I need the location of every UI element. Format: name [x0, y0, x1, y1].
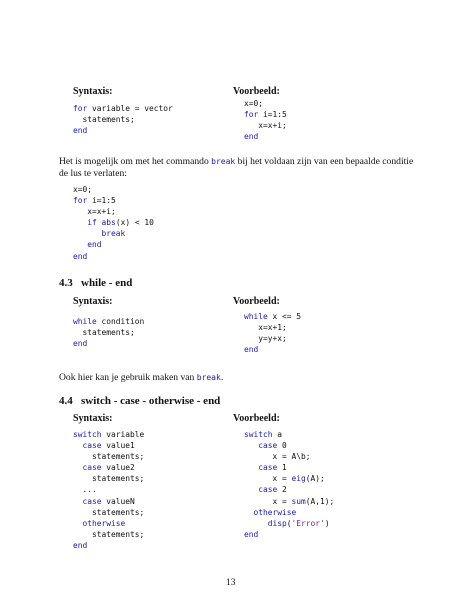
- inline-keyword: break: [211, 157, 236, 166]
- code-keyword: case: [82, 496, 102, 506]
- section-heading: [59, 395, 220, 407]
- code-token: condition: [96, 317, 145, 326]
- code-keyword: case: [82, 463, 102, 473]
- code-block-switch-example: [244, 429, 334, 540]
- code-keyword: case: [258, 485, 278, 495]
- code-keyword: end: [244, 345, 259, 355]
- code-function: eig: [291, 474, 306, 484]
- code-line: [244, 451, 334, 462]
- code-token: [73, 441, 83, 450]
- code-token: statements;: [73, 474, 145, 484]
- code-token: statements;: [73, 507, 145, 517]
- example-label: Voorbeeld:: [233, 296, 280, 307]
- code-keyword: if: [87, 218, 97, 228]
- code-token: [73, 240, 87, 249]
- code-token: y=y+x;: [244, 334, 287, 344]
- code-keyword: switch: [244, 430, 273, 439]
- code-keyword: case: [258, 463, 278, 473]
- code-line: [244, 473, 334, 484]
- code-token: x=x+i;: [244, 121, 287, 131]
- code-function: disp: [267, 518, 287, 528]
- code-keyword: end: [73, 251, 88, 261]
- code-string: 'Error': [291, 518, 325, 528]
- syntax-label: Syntaxis:: [73, 86, 113, 97]
- code-token: (A,1);: [305, 496, 335, 506]
- code-line: [73, 496, 144, 507]
- code-token: ): [324, 518, 330, 528]
- paragraph-break: [59, 156, 419, 180]
- code-line: [73, 316, 144, 327]
- paragraph-text: Ook hier kan je gebruik maken van: [59, 372, 197, 383]
- code-keyword: while: [73, 317, 97, 326]
- code-line: [244, 131, 287, 142]
- code-token: [244, 519, 268, 528]
- code-token: i=1:5: [258, 110, 287, 120]
- code-keyword: switch: [73, 430, 102, 439]
- example-label: Voorbeeld:: [233, 86, 280, 97]
- syntax-label: Syntaxis:: [73, 413, 113, 424]
- code-line: [73, 529, 144, 540]
- code-token: statements;: [73, 529, 145, 539]
- code-keyword: end: [73, 339, 88, 349]
- code-line: [73, 484, 144, 495]
- code-keyword: case: [258, 441, 278, 451]
- code-keyword: end: [244, 529, 259, 539]
- code-line: [73, 429, 144, 440]
- code-token: statements;: [73, 452, 145, 462]
- syntax-label: Syntaxis:: [73, 296, 113, 307]
- code-line: [244, 322, 301, 333]
- code-token: [73, 497, 83, 506]
- code-token: a: [272, 430, 283, 439]
- code-line: [244, 344, 301, 355]
- code-token: valueN: [101, 496, 135, 506]
- code-token: [244, 463, 258, 472]
- code-line: [73, 327, 144, 338]
- code-token: x =: [244, 496, 292, 506]
- code-token: x=x+1;: [244, 323, 287, 333]
- code-keyword: end: [73, 126, 88, 136]
- code-line: [73, 184, 154, 195]
- code-token: statements;: [73, 115, 135, 125]
- code-token: (: [286, 518, 292, 528]
- section-title: while - end: [81, 277, 133, 289]
- code-token: x=0;: [244, 99, 264, 108]
- code-keyword: for: [244, 110, 259, 120]
- code-block-for-syntax: [73, 103, 173, 136]
- code-line: [73, 206, 154, 217]
- paragraph-text: Het is mogelijk om met het commando: [59, 156, 212, 167]
- code-line: [244, 333, 301, 344]
- paragraph-text: .: [220, 372, 224, 383]
- code-token: [73, 229, 102, 238]
- page-number: 13: [226, 578, 236, 588]
- code-line: [244, 529, 334, 540]
- code-token: statements;: [73, 328, 135, 338]
- code-token: [244, 441, 258, 450]
- code-keyword: for: [73, 196, 88, 206]
- code-token: x =: [244, 474, 292, 484]
- code-function: abs: [101, 218, 116, 228]
- code-keyword: while: [244, 312, 268, 321]
- code-token: 2: [277, 485, 287, 495]
- code-line: [73, 451, 144, 462]
- code-line: [73, 507, 144, 518]
- code-line: [244, 109, 287, 120]
- code-token: variable: [101, 430, 145, 439]
- code-block-break: [73, 184, 154, 262]
- code-function: sum: [291, 496, 306, 506]
- code-token: [73, 519, 83, 528]
- code-token: 1: [277, 463, 287, 473]
- code-line: [244, 98, 287, 109]
- code-keyword: end: [73, 540, 88, 550]
- code-block-for-example: [244, 98, 287, 142]
- section-number: 4.3: [59, 277, 73, 289]
- code-token: [73, 218, 87, 227]
- code-line: [244, 120, 287, 131]
- code-line: [244, 440, 334, 451]
- code-line: [244, 311, 301, 322]
- code-block-while-syntax: [73, 316, 144, 349]
- code-keyword: break: [101, 229, 126, 239]
- code-token: value2: [101, 463, 135, 473]
- code-line: [73, 114, 173, 125]
- code-line: [244, 507, 334, 518]
- code-token: [73, 463, 83, 472]
- code-line: [73, 473, 144, 484]
- code-keyword: end: [244, 132, 259, 142]
- code-line: [73, 125, 173, 136]
- code-token: 0: [277, 441, 287, 451]
- code-token: value1: [101, 441, 135, 451]
- code-line: [73, 462, 144, 473]
- code-token: i=1:5: [87, 196, 116, 206]
- code-token: x=x+i;: [73, 207, 116, 217]
- code-keyword: otherwise: [253, 507, 297, 517]
- inline-keyword: break: [196, 373, 221, 382]
- code-line: [73, 338, 144, 349]
- section-heading: [59, 277, 132, 289]
- code-line: [73, 518, 144, 529]
- paragraph-text: bij het voldaan zijn van een bepaalde conditie: [235, 156, 414, 167]
- code-line: [73, 540, 144, 551]
- code-line: [244, 518, 334, 529]
- code-line: [244, 462, 334, 473]
- code-keyword: case: [82, 441, 102, 451]
- code-block-while-example: [244, 311, 301, 355]
- code-keyword: for: [73, 104, 88, 113]
- code-line: [244, 496, 334, 507]
- code-line: [73, 103, 173, 114]
- code-line: [73, 195, 154, 206]
- code-token: (A);: [305, 474, 325, 484]
- section-number: 4.4: [59, 395, 73, 407]
- code-token: (x) < 10: [115, 218, 154, 228]
- code-token: [244, 508, 254, 517]
- code-keyword: end: [87, 240, 102, 250]
- code-line: [73, 217, 154, 228]
- code-line: [73, 251, 154, 262]
- code-token: x = A\b;: [244, 452, 311, 462]
- code-line: [244, 429, 334, 440]
- code-keyword: otherwise: [82, 518, 126, 528]
- code-token: x=0;: [73, 185, 93, 194]
- code-token: variable = vector: [87, 104, 173, 113]
- code-token: ...: [73, 485, 97, 495]
- code-token: x <= 5: [267, 312, 302, 321]
- code-token: [244, 485, 258, 494]
- code-line: [244, 484, 334, 495]
- code-line: [73, 228, 154, 239]
- paragraph-text: de lus te verlaten:: [59, 168, 127, 179]
- section-title: switch - case - otherwise - end: [81, 395, 221, 407]
- example-label: Voorbeeld:: [233, 413, 280, 424]
- paragraph-while-break: [59, 372, 223, 384]
- code-line: [73, 440, 144, 451]
- code-block-switch-syntax: [73, 429, 144, 551]
- code-line: [73, 239, 154, 250]
